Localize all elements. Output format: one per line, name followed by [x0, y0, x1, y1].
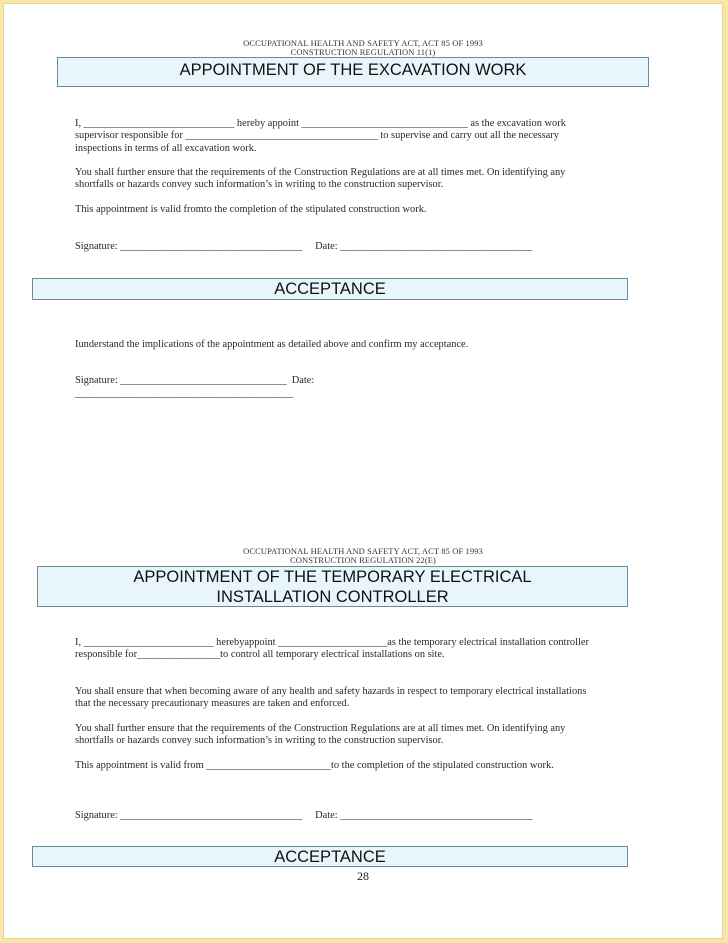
acceptance-title: ACCEPTANCE — [274, 848, 386, 866]
requirements-paragraph: You shall further ensure that the requirements of the Construction Regulations are at all times met. On identifying any shortfalls or hazards convey such information’s in writing to the construction supervisor. — [75, 167, 568, 191]
acceptance-title: ACCEPTANCE — [274, 280, 386, 298]
appointment-paragraph: I, _________________________ herebyappoint _____________________as the temporary electrical installation controller responsible for________________to control all temporary electrical installations on site. — [75, 637, 592, 661]
acceptance-title-box — [32, 278, 628, 300]
section-title: APPOINTMENT OF THE EXCAVATION WORK — [179, 61, 527, 79]
section-title-line-2: INSTALLATION CONTROLLER — [216, 588, 449, 606]
regulation-header: CONSTRUCTION REGULATION 22(E) — [290, 555, 436, 565]
acceptance-paragraph: Iunderstand the implications of the appointment as detailed above and confirm my acceptance. — [75, 339, 469, 350]
section-title-box — [37, 566, 628, 607]
acceptance-signature-line: Signature: ________________________________ Date: — [75, 375, 315, 386]
regulation-header: CONSTRUCTION REGULATION 11(1) — [290, 47, 436, 57]
signature-line: Signature: ___________________________________ Date: _____________________________________ — [75, 241, 533, 252]
act-header: OCCUPATIONAL HEALTH AND SAFETY ACT, ACT 85 OF 1993 — [243, 38, 483, 48]
act-header: OCCUPATIONAL HEALTH AND SAFETY ACT, ACT 85 OF 1993 — [243, 546, 483, 556]
page-number: 28 — [357, 869, 369, 883]
validity-paragraph: This appointment is valid from ________________________to the completion of the stipulated construction work. — [75, 760, 554, 771]
hazards-paragraph: You shall ensure that when becoming aware of any health and safety hazards in respect to temporary electrical installations that the necessary precautionary measures are taken and enforced. — [75, 686, 589, 710]
appointment-paragraph: I, _____________________________ hereby appoint ________________________________ as the excavation work supervisor responsible for _____________________________________ to supervise and carry out all the necessary inspections in terms of all excavation work. — [75, 118, 569, 154]
acceptance-date-line: __________________________________________ — [75, 388, 294, 399]
section-title-box — [57, 57, 649, 87]
requirements-paragraph: You shall further ensure that the requirements of the Construction Regulations are at all times met. On identifying any shortfalls or hazards convey such information’s in writing to the construction supervisor. — [75, 723, 568, 747]
validity-paragraph: This appointment is valid fromto the completion of the stipulated construction work. — [75, 204, 427, 215]
signature-line: Signature: ___________________________________ Date: _____________________________________ — [75, 810, 533, 821]
document-page — [3, 3, 723, 939]
section-title-line-1: APPOINTMENT OF THE TEMPORARY ELECTRICAL — [133, 568, 532, 586]
acceptance-title-box — [32, 846, 628, 867]
